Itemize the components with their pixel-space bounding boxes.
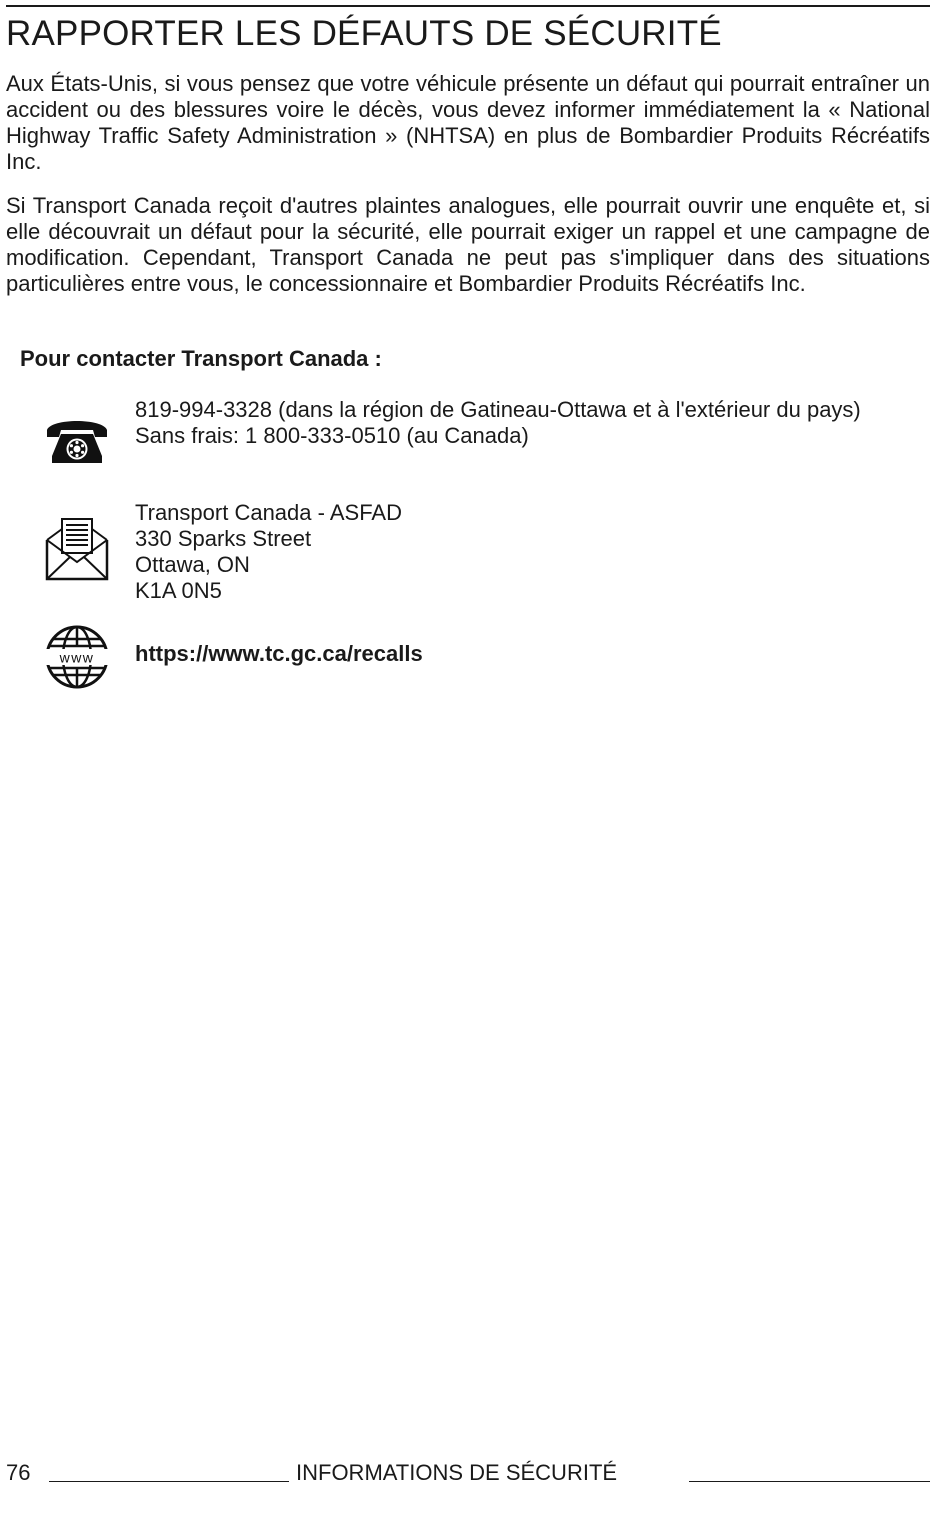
- contact-heading: Pour contacter Transport Canada :: [20, 346, 382, 371]
- paragraph-transport-canada: Si Transport Canada reçoit d'autres plaintes analogues, elle pourrait ouvrir une enquête et, si elle découvrait un défaut pour la sécurité, elle pourrait exiger un rappel et une campagne de modification. Cependant, Transport Canada ne peut pas s'impliquer dans des situations particulières entre vous, le concessionnaire et Bombardier Produits Récréatifs Inc.: [6, 193, 930, 296]
- mail-line-postal-code: K1A 0N5: [135, 578, 222, 603]
- top-rule: [6, 5, 930, 7]
- page-title: RAPPORTER LES DÉFAUTS DE SÉCURITÉ: [6, 14, 722, 53]
- mail-line-organization: Transport Canada - ASFAD: [135, 500, 402, 525]
- www-label: www: [59, 649, 95, 666]
- phone-line-local: 819-994-3328 (dans la région de Gatineau-Ottawa et à l'extérieur du pays): [135, 397, 861, 422]
- footer-section-name: INFORMATIONS DE SÉCURITÉ: [296, 1460, 618, 1485]
- mail-address: [135, 500, 925, 604]
- page-number: 76: [6, 1460, 31, 1485]
- telephone-icon: [44, 411, 110, 477]
- globe-www-icon: [44, 624, 110, 690]
- page-footer: [6, 1460, 930, 1490]
- mail-line-city: Ottawa, ON: [135, 552, 250, 577]
- paragraph-nhtsa: Aux États-Unis, si vous pensez que votre véhicule présente un défaut qui pourrait entraîner un accident ou des blessures voire le décès, vous devez informer immédiatement la « National Highway Traffic Safety Administration » (NHTSA) en plus de Bombardier Produits Récréatifs Inc.: [6, 71, 930, 174]
- footer-rule-left: [49, 1481, 289, 1482]
- phone-line-tollfree: Sans frais: 1 800-333-0510 (au Canada): [135, 423, 529, 448]
- footer-rule-right: [689, 1481, 930, 1482]
- recalls-url[interactable]: https://www.tc.gc.ca/recalls: [135, 641, 423, 666]
- envelope-icon: [44, 516, 110, 582]
- phone-details: [135, 397, 925, 449]
- mail-line-street: 330 Sparks Street: [135, 526, 312, 551]
